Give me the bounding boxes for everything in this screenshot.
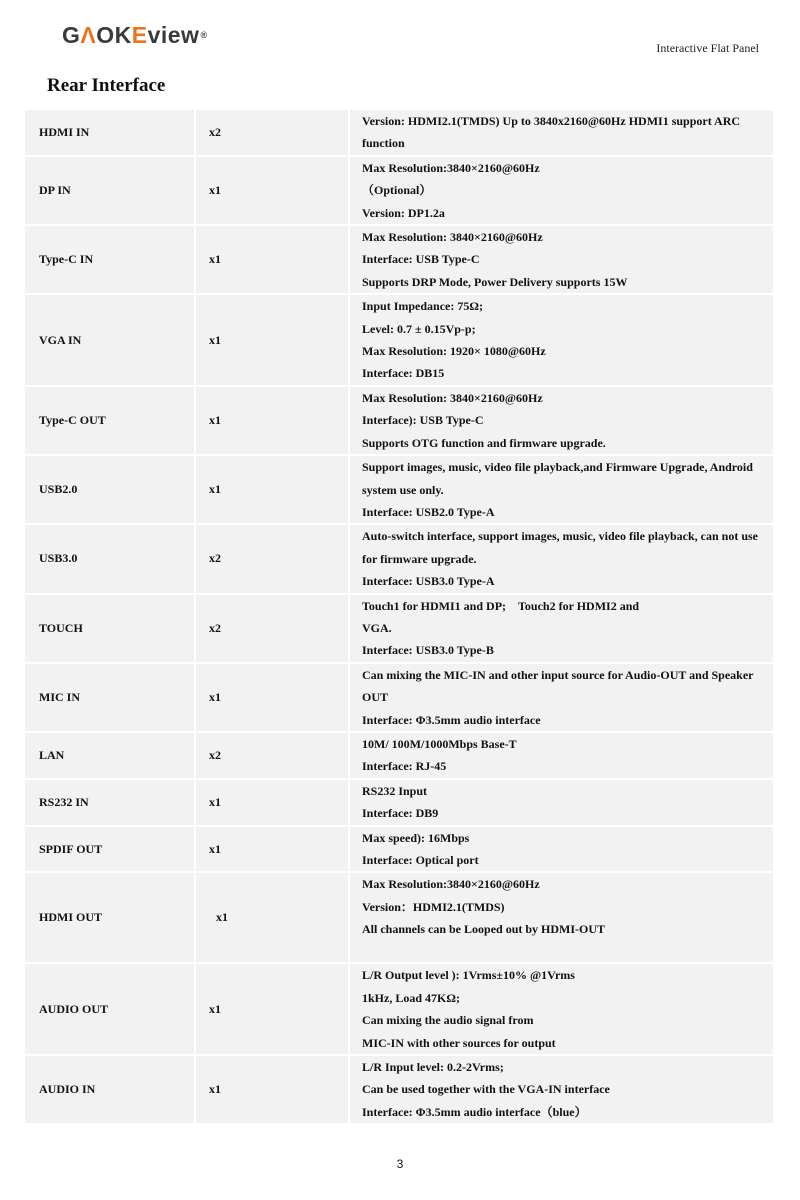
port-name-cell: HDMI OUT (25, 873, 196, 962)
description-line: Auto-switch interface, support images, music, video file playback, can not use (362, 529, 758, 544)
description-line: Interface: Φ3.5mm audio interface（blue） (362, 1104, 587, 1119)
description-line: function (362, 136, 405, 151)
description-line: Input Impedance: 75Ω; (362, 299, 483, 314)
port-description-cell (350, 964, 773, 1054)
table-row (25, 595, 773, 662)
description-line: Supports OTG function and firmware upgrade. (362, 435, 606, 450)
port-description-cell (350, 780, 773, 825)
table-row (25, 525, 773, 592)
description-line: Max Resolution:3840×2160@60Hz (362, 877, 540, 892)
port-description-cell (350, 827, 773, 872)
description-line: Interface: USB Type-C (362, 252, 480, 267)
port-name-cell: TOUCH (25, 595, 196, 662)
port-name-cell: VGA IN (25, 295, 196, 385)
port-description-cell (350, 295, 773, 385)
table-row (25, 295, 773, 385)
table-row (25, 780, 773, 825)
description-line: All channels can be Looped out by HDMI-OUT (362, 922, 606, 937)
port-quantity-cell: x1 (196, 387, 350, 454)
table-row (25, 827, 773, 872)
port-quantity-cell: x2 (196, 733, 350, 778)
table-row (25, 873, 773, 962)
description-line: Interface: DB9 (362, 806, 439, 821)
description-line: 1kHz, Load 47KΩ; (362, 990, 460, 1005)
description-line: Can mixing the audio signal from (362, 1013, 534, 1028)
description-line: Interface: RJ-45 (362, 759, 447, 774)
port-name-cell: USB3.0 (25, 525, 196, 592)
table-row (25, 733, 773, 778)
description-line: system use only. (362, 482, 444, 497)
description-line: Interface: Optical port (362, 853, 479, 867)
description-line: Interface): USB Type-C (362, 413, 484, 428)
port-description-cell (350, 387, 773, 454)
table-row (25, 664, 773, 731)
port-quantity-cell: x1 (196, 964, 350, 1054)
table-row (25, 387, 773, 454)
port-name-cell: AUDIO IN (25, 1056, 196, 1123)
description-line: Supports DRP Mode, Power Delivery supports 15W (362, 274, 628, 289)
rear-interface-table (25, 108, 773, 1125)
description-line: Version: DP1.2a (362, 205, 445, 220)
port-description-cell (350, 873, 773, 962)
page-number: 3 (396, 1157, 404, 1171)
description-line: L/R Output level ): 1Vrms±10% @1Vrms (362, 968, 575, 983)
port-quantity-cell: x2 (196, 595, 350, 662)
description-line: Max Resolution: 3840×2160@60Hz (362, 390, 543, 405)
description-line: 10M/ 100M/1000Mbps Base-T (362, 736, 517, 751)
description-line: Max Resolution:3840×2160@60Hz (362, 160, 540, 175)
description-line: Support images, music, video file playback,and Firmware Upgrade, Android (362, 460, 753, 475)
table-row (25, 226, 773, 293)
port-quantity-cell: x1 (196, 827, 350, 872)
description-line: Touch1 for HDMI1 and DP; Touch2 for HDMI2 and (362, 598, 640, 613)
description-line: MIC-IN with other sources for output (362, 1035, 556, 1050)
description-line: Level: 0.7 ± 0.15Vp-p; (362, 321, 476, 336)
description-line: RS232 Input (362, 783, 428, 798)
port-quantity-cell: x1 (196, 1056, 350, 1123)
port-description-cell (350, 226, 773, 293)
port-description-cell (350, 595, 773, 662)
port-name-cell: RS232 IN (25, 780, 196, 825)
table-row (25, 157, 773, 224)
port-quantity-cell: x2 (196, 110, 350, 155)
port-name-cell: Type-C IN (25, 226, 196, 293)
brand-logo-wordmark: GΛOKEview® (62, 22, 208, 48)
port-name-cell: MIC IN (25, 664, 196, 731)
description-line: Can be used together with the VGA-IN interface (362, 1082, 610, 1097)
port-name-cell: Type-C OUT (25, 387, 196, 454)
port-description-cell (350, 733, 773, 778)
table-row (25, 110, 773, 155)
port-quantity-cell: x1 (196, 456, 350, 523)
brand-logo (62, 22, 208, 48)
description-line: Max Resolution: 1920× 1080@60Hz (362, 344, 546, 359)
description-line: OUT (362, 690, 389, 705)
description-line: VGA. (362, 620, 392, 635)
table-row (25, 1056, 773, 1123)
port-name-cell: USB2.0 (25, 456, 196, 523)
port-quantity-cell: x1 (196, 780, 350, 825)
description-line: for firmware upgrade. (362, 551, 477, 566)
table-row (25, 964, 773, 1054)
table-row (25, 456, 773, 523)
description-line: Interface: USB2.0 Type-A (362, 504, 495, 519)
port-name-cell: DP IN (25, 157, 196, 224)
port-quantity-cell: x1 (196, 226, 350, 293)
port-description-cell (350, 456, 773, 523)
description-line: Can mixing the MIC-IN and other input source for Audio-OUT and Speaker (362, 667, 754, 682)
section-title: Rear Interface (47, 75, 166, 96)
description-line: Version: HDMI2.1(TMDS) Up to 3840x2160@60Hz HDMI1 support ARC (362, 114, 741, 128)
port-name-cell: AUDIO OUT (25, 964, 196, 1054)
description-line: Interface: USB3.0 Type-A (362, 574, 495, 589)
port-quantity-cell: x1 (196, 873, 350, 962)
port-name-cell: HDMI IN (25, 110, 196, 155)
port-quantity-cell: x1 (196, 295, 350, 385)
description-line: Interface: DB15 (362, 366, 445, 381)
port-quantity-cell: x1 (196, 157, 350, 224)
port-quantity-cell: x1 (196, 664, 350, 731)
port-name-cell: LAN (25, 733, 196, 778)
description-line: Interface: Φ3.5mm audio interface (362, 712, 541, 727)
description-line: Max Resolution: 3840×2160@60Hz (362, 230, 543, 245)
port-description-cell (350, 525, 773, 592)
description-line: Version：HDMI2.1(TMDS) (362, 899, 505, 914)
description-line: Max speed): 16Mbps (362, 830, 470, 845)
port-name-cell: SPDIF OUT (25, 827, 196, 872)
document-subtitle: Interactive Flat Panel (656, 41, 759, 55)
description-line: Interface: USB3.0 Type-B (362, 643, 494, 658)
port-quantity-cell: x2 (196, 525, 350, 592)
port-description-cell (350, 110, 773, 155)
port-description-cell (350, 1056, 773, 1123)
port-description-cell (350, 157, 773, 224)
port-description-cell (350, 664, 773, 731)
description-line: （Optional） (362, 183, 432, 198)
description-line: L/R Input level: 0.2-2Vrms; (362, 1060, 504, 1075)
